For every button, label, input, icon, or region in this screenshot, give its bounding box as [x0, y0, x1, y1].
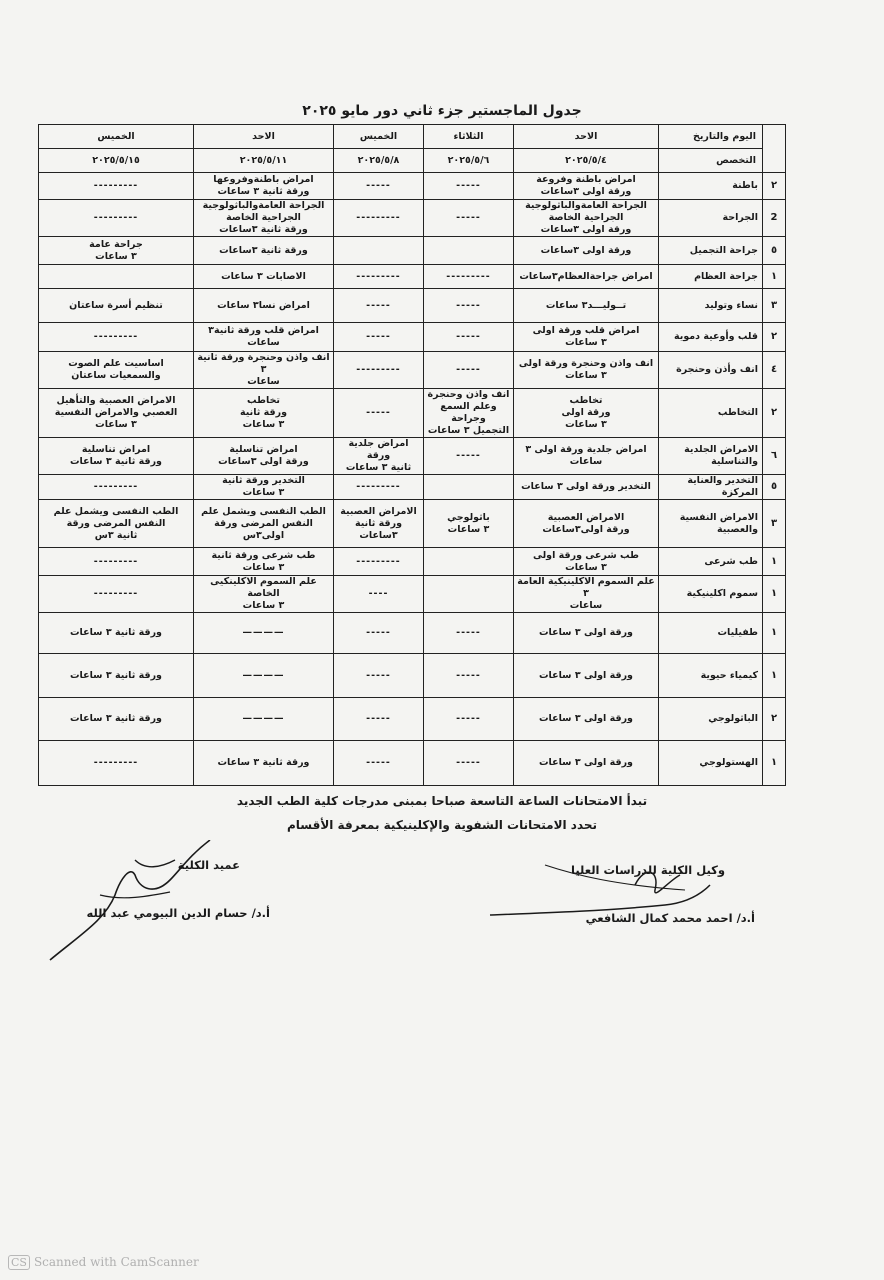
- exam-cell-day-5: ---------: [39, 741, 194, 786]
- exam-cell-day-1: امراض قلب ورقة اولى ٣ ساعات: [514, 323, 659, 352]
- corner-header-day: اليوم والتاريخ: [659, 125, 763, 149]
- exam-cell-day-3: -----: [334, 389, 424, 438]
- exam-cell-day-4: ورقة ثانية ٣ ساعات: [194, 741, 334, 786]
- exam-cell-day-4: تخاطب ورقة ثانية ٣ ساعات: [194, 389, 334, 438]
- page-title: جدول الماجستير جزء ثاني دور مايو ٢٠٢٥: [302, 103, 582, 119]
- exam-cell-day-2: -----: [424, 173, 514, 200]
- exam-cell-day-3: ---------: [334, 352, 424, 389]
- specialty-cell: جراحة التجميل: [659, 237, 763, 265]
- exam-cell-day-3: -----: [334, 654, 424, 698]
- specialty-cell: سموم اكلينيكية: [659, 576, 763, 613]
- exam-cell-day-2: -----: [424, 741, 514, 786]
- specialty-cell: باطنة: [659, 173, 763, 200]
- table-row: [39, 654, 786, 698]
- table-row: [39, 698, 786, 741]
- exam-cell-day-5: ورقة ثانية ٣ ساعات: [39, 613, 194, 654]
- exam-cell-day-3: ---------: [334, 475, 424, 500]
- exam-cell-day-4: امراض تناسلية ورقة اولى ٣ساعات: [194, 438, 334, 475]
- exam-cell-day-4: طب شرعى ورقة ثانية ٣ ساعات: [194, 548, 334, 576]
- row-count-cell: ١: [763, 741, 786, 786]
- day-header-1: الاحد: [514, 125, 659, 149]
- exam-cell-day-2: باثولوجي ٣ ساعات: [424, 500, 514, 548]
- exam-cell-day-2: -----: [424, 698, 514, 741]
- row-count-cell: ١: [763, 654, 786, 698]
- dean-handwritten-signature: [40, 840, 270, 965]
- day-header-5: الخميس: [39, 125, 194, 149]
- exam-cell-day-2: -----: [424, 323, 514, 352]
- exam-cell-day-4: الجراحة العامةوالباثولوجية الجراحية الخاصة ورقة ثانية ٣ساعات: [194, 200, 334, 237]
- exam-cell-day-3: -----: [334, 741, 424, 786]
- schedule-body: [39, 173, 786, 786]
- dean-title: عميد الكلية: [177, 858, 240, 872]
- table-row: [39, 352, 786, 389]
- day-header-4: الاحد: [194, 125, 334, 149]
- table-row: [39, 173, 786, 200]
- row-count-cell: ٥: [763, 237, 786, 265]
- exam-cell-day-5: ---------: [39, 323, 194, 352]
- table-row: [39, 237, 786, 265]
- scanner-watermark: [8, 1255, 199, 1270]
- row-count-cell: ١: [763, 265, 786, 289]
- exam-cell-day-1: امراض جراحةالعظام٣ساعات: [514, 265, 659, 289]
- exam-cell-day-2: -----: [424, 613, 514, 654]
- exam-cell-day-2: -----: [424, 438, 514, 475]
- exam-cell-day-3: -----: [334, 613, 424, 654]
- exam-cell-day-3: -----: [334, 289, 424, 323]
- exam-cell-day-4: امراض نسا٣ ساعات: [194, 289, 334, 323]
- exam-cell-day-4: ورقة ثانية ٣ساعات: [194, 237, 334, 265]
- exam-cell-day-4: علم السموم الاكلينكيى الخاصة ٣ ساعات: [194, 576, 334, 613]
- row-count-cell: ١: [763, 548, 786, 576]
- table-row: [39, 576, 786, 613]
- specialty-cell: الجراحة: [659, 200, 763, 237]
- specialty-cell: نساء وتوليد: [659, 289, 763, 323]
- vice-dean-signature-block: [485, 845, 755, 925]
- row-count-cell: ٢: [763, 698, 786, 741]
- exam-cell-day-5: ---------: [39, 576, 194, 613]
- exam-time-note: تبدأ الامتحانات الساعة التاسعة صباحا بمبنى مدرجات كلية الطب الجديد: [236, 794, 648, 808]
- date-header-1: ٢٠٢٥/٥/٤: [514, 149, 659, 173]
- exam-cell-day-5: [39, 265, 194, 289]
- row-count-cell: ٦: [763, 438, 786, 475]
- row-count-cell: ٣: [763, 500, 786, 548]
- exam-cell-day-2: -----: [424, 352, 514, 389]
- exam-cell-day-1: امراض جلدية ورقة اولى ٣ ساعات: [514, 438, 659, 475]
- exam-cell-day-2: [424, 237, 514, 265]
- row-count-cell: ١: [763, 576, 786, 613]
- exam-cell-day-3: -----: [334, 323, 424, 352]
- row-count-cell: ١: [763, 613, 786, 654]
- date-header-5: ٢٠٢٥/٥/١٥: [39, 149, 194, 173]
- table-row: [39, 265, 786, 289]
- specialty-cell: انف وأذن وحنجرة: [659, 352, 763, 389]
- exam-cell-day-2: ---------: [424, 265, 514, 289]
- exam-cell-day-1: الامراض العصبية ورقة اولى٣ساعات: [514, 500, 659, 548]
- exam-cell-day-2: [424, 548, 514, 576]
- exam-cell-day-1: ورقة اولى ٣ ساعات: [514, 613, 659, 654]
- exam-cell-day-1: التخدير ورقة اولى ٣ ساعات: [514, 475, 659, 500]
- exam-cell-day-1: الجراحة العامةوالباثولوجية الجراحية الخاصة ورقة اولى ٣ساعات: [514, 200, 659, 237]
- row-count-cell: ٢: [763, 323, 786, 352]
- specialty-cell: الهستولوجي: [659, 741, 763, 786]
- exam-cell-day-1: امراض باطنة وفروعة ورقة اولى ٣ساعات: [514, 173, 659, 200]
- exam-cell-day-4: ————: [194, 613, 334, 654]
- specialty-cell: كيمياء حيوية: [659, 654, 763, 698]
- table-row: [39, 438, 786, 475]
- exam-cell-day-4: انف واذن وحنجرة ورقة ثانية ٣ ساعات: [194, 352, 334, 389]
- exam-cell-day-5: جراحة عامة ٣ ساعات: [39, 237, 194, 265]
- row-count-cell: ٥: [763, 475, 786, 500]
- vice-dean-title: وكيل الكلية للدراسات العليا: [571, 863, 725, 877]
- scanner-text: Scanned with CamScanner: [33, 1255, 199, 1269]
- specialty-cell: التخاطب: [659, 389, 763, 438]
- exam-cell-day-3: [334, 237, 424, 265]
- exam-cell-day-5: ورقة ثانية ٣ ساعات: [39, 698, 194, 741]
- table-row: [39, 389, 786, 438]
- exam-cell-day-5: امراض تناسلية ورقة ثانية ٣ ساعات: [39, 438, 194, 475]
- oral-clinical-note: تحدد الامتحانات الشفوية والإكلينيكية بمعرفة الأقسام: [286, 818, 598, 832]
- exam-cell-day-1: ورقة اولى ٣ ساعات: [514, 698, 659, 741]
- date-header-3: ٢٠٢٥/٥/٨: [334, 149, 424, 173]
- exam-cell-day-2: انف واذن وحنجرة وعلم السمع وجراحة التجميل ٣ ساعات: [424, 389, 514, 438]
- date-header-2: ٢٠٢٥/٥/٦: [424, 149, 514, 173]
- exam-cell-day-4: الطب النفسى ويشمل علم النفس المرضى ورقة اولى٣س: [194, 500, 334, 548]
- exam-cell-day-1: طب شرعى ورقة اولى ٣ ساعات: [514, 548, 659, 576]
- exam-cell-day-3: -----: [334, 698, 424, 741]
- exam-cell-day-5: الامراض العصبية والتأهيل العصبي والامراض النفسية ٣ ساعات: [39, 389, 194, 438]
- exam-cell-day-2: [424, 475, 514, 500]
- specialty-cell: الامراض النفسية والعصبية: [659, 500, 763, 548]
- specialty-cell: طفيليات: [659, 613, 763, 654]
- exam-cell-day-4: الاصابات ٣ ساعات: [194, 265, 334, 289]
- exam-cell-day-3: الامراض العصبية ورقة ثانية ٣ساعات: [334, 500, 424, 548]
- table-row: [39, 200, 786, 237]
- exam-cell-day-3: ----: [334, 576, 424, 613]
- exam-cell-day-5: ---------: [39, 173, 194, 200]
- row-count-cell: 2: [763, 200, 786, 237]
- row-count-cell: ٢: [763, 389, 786, 438]
- corner-header-specialty: التخصص: [659, 149, 763, 173]
- table-row: [39, 548, 786, 576]
- exam-cell-day-1: علم السموم الاكلينيكية العامة ٣ ساعات: [514, 576, 659, 613]
- specialty-cell: الامراض الجلدية والتناسلية: [659, 438, 763, 475]
- row-count-cell: ٢: [763, 173, 786, 200]
- exam-cell-day-1: ورقة اولى ٣ ساعات: [514, 654, 659, 698]
- exam-cell-day-5: ---------: [39, 548, 194, 576]
- exam-cell-day-1: انف واذن وحنجرة ورقة اولى ٣ ساعات: [514, 352, 659, 389]
- exam-cell-day-3: ---------: [334, 548, 424, 576]
- exam-cell-day-5: الطب النفسى ويشمل علم النفس المرضى ورقة ثانية ٣س: [39, 500, 194, 548]
- exam-cell-day-4: ————: [194, 654, 334, 698]
- exam-cell-day-4: امراض باطنةوفروعها ورقة ثانية ٣ ساعات: [194, 173, 334, 200]
- exam-cell-day-2: [424, 576, 514, 613]
- day-header-3: الخميس: [334, 125, 424, 149]
- camscanner-icon: CS: [8, 1255, 30, 1270]
- table-row: [39, 500, 786, 548]
- dean-name: أ.د/ حسام الدين البيومي عبد الله: [86, 906, 270, 920]
- specialty-cell: قلب وأوعية دموية: [659, 323, 763, 352]
- exam-schedule-table: [38, 124, 786, 786]
- exam-cell-day-2: -----: [424, 654, 514, 698]
- exam-cell-day-4: امراض قلب ورقة ثانية٣ ساعات: [194, 323, 334, 352]
- exam-cell-day-2: -----: [424, 200, 514, 237]
- table-row: [39, 741, 786, 786]
- exam-cell-day-5: ---------: [39, 475, 194, 500]
- date-header-4: ٢٠٢٥/٥/١١: [194, 149, 334, 173]
- vice-dean-name: أ.د/ احمد محمد كمال الشافعي: [585, 911, 755, 925]
- table-row: [39, 289, 786, 323]
- exam-cell-day-3: ---------: [334, 265, 424, 289]
- exam-cell-day-3: ---------: [334, 200, 424, 237]
- table-row: [39, 475, 786, 500]
- exam-cell-day-5: اساسيت علم الصوت والسمعيات ساعتان: [39, 352, 194, 389]
- table-row: [39, 613, 786, 654]
- specialty-cell: جراحة العظام: [659, 265, 763, 289]
- exam-cell-day-3: امراض جلدية ورقة ثانية ٣ ساعات: [334, 438, 424, 475]
- exam-cell-day-1: ورقة اولى ٣ساعات: [514, 237, 659, 265]
- day-header-2: الثلاثاء: [424, 125, 514, 149]
- dean-signature-block: [40, 840, 270, 965]
- table-row: [39, 323, 786, 352]
- specialty-cell: طب شرعى: [659, 548, 763, 576]
- exam-cell-day-5: تنظيم أسرة ساعتان: [39, 289, 194, 323]
- row-count-cell: ٤: [763, 352, 786, 389]
- exam-cell-day-4: التخدير ورقة ثانية ٣ ساعات: [194, 475, 334, 500]
- exam-cell-day-4: ————: [194, 698, 334, 741]
- exam-cell-day-1: تــوليـــد٣ ساعات: [514, 289, 659, 323]
- exam-cell-day-1: تخاطب ورقة اولى ٣ ساعات: [514, 389, 659, 438]
- exam-cell-day-1: ورقة اولى ٣ ساعات: [514, 741, 659, 786]
- exam-cell-day-5: ورقة ثانية ٣ ساعات: [39, 654, 194, 698]
- exam-cell-day-5: ---------: [39, 200, 194, 237]
- row-count-cell: ٣: [763, 289, 786, 323]
- exam-cell-day-2: -----: [424, 289, 514, 323]
- exam-cell-day-3: -----: [334, 173, 424, 200]
- number-header: [763, 125, 786, 173]
- specialty-cell: التخدير والعناية المركزة: [659, 475, 763, 500]
- specialty-cell: الباثولوجي: [659, 698, 763, 741]
